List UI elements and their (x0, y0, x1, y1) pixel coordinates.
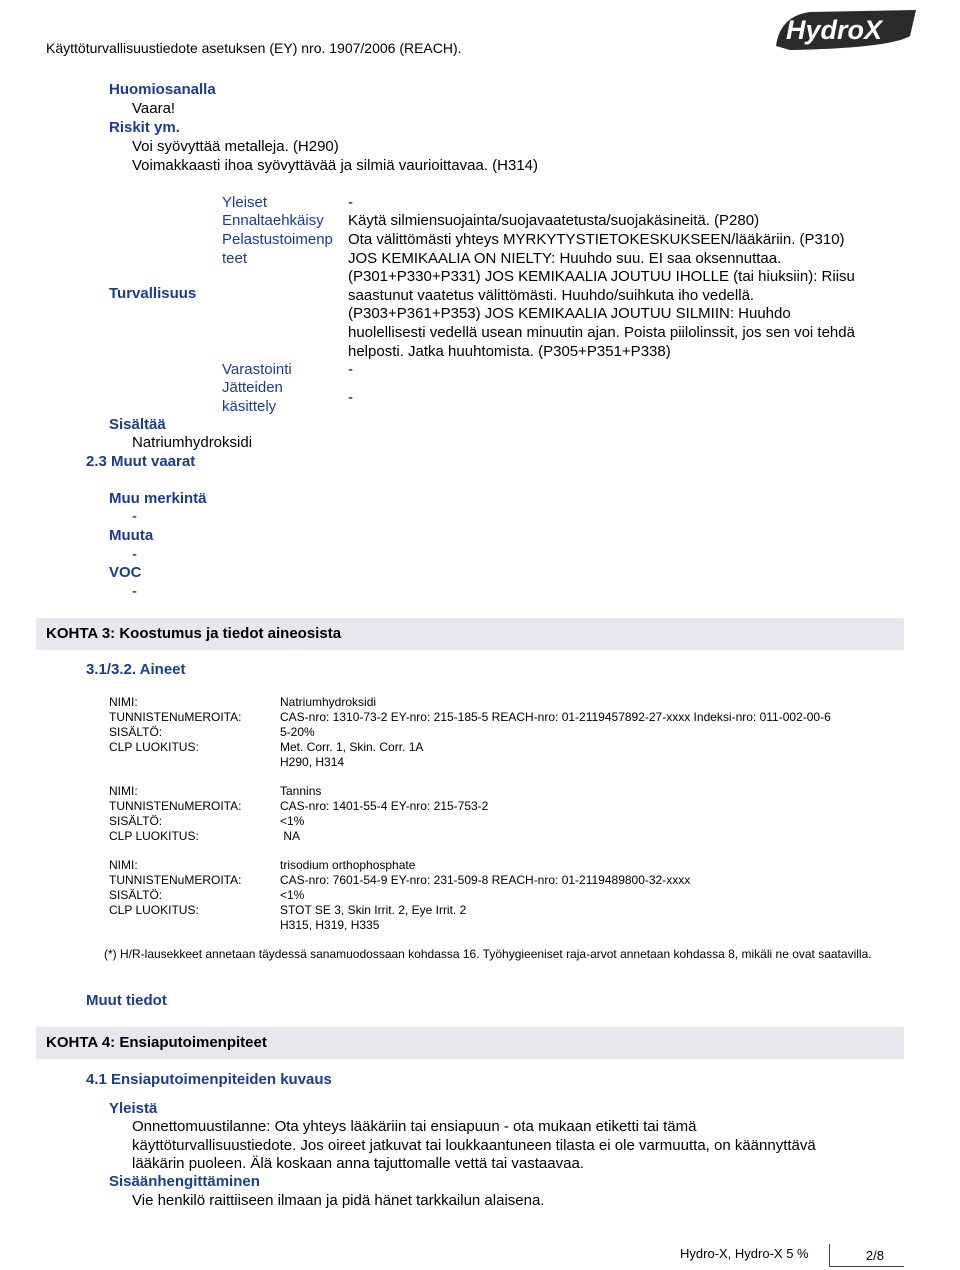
logo-text: HydroX (786, 15, 883, 45)
substance-clp: STOT SE 3, Skin Irrit. 2, Eye Irrit. 2 (280, 903, 467, 917)
response-line: (P303+P361+P353) JOS KEMIKAALIA JOUTUU SILMIIN: Huuhdo (348, 305, 791, 322)
id-label: TUNNISTENuMEROITA: (109, 799, 242, 813)
name-label: NIMI: (109, 858, 138, 872)
misc-heading: Muuta (109, 527, 154, 544)
section-4-title: KOHTA 4: Ensiaputoimenpiteet (46, 1034, 267, 1051)
disposal-label: käsittely (222, 398, 277, 415)
general-label: Yleiset (222, 194, 268, 211)
other-marking-heading: Muu merkintä (109, 490, 207, 507)
other-marking-value: - (132, 508, 137, 525)
footer-product: Hydro-X, Hydro-X 5 % (680, 1246, 809, 1261)
storage-value: - (348, 361, 353, 378)
section-4-subheading: 4.1 Ensiaputoimenpiteiden kuvaus (86, 1071, 332, 1088)
substance-content: <1% (280, 814, 305, 828)
substance-name: Natriumhydroksidi (280, 695, 377, 709)
substance-id: CAS-nro: 1401-55-4 EY-nro: 215-753-2 (280, 799, 489, 813)
section-3-subheading: 3.1/3.2. Aineet (86, 661, 186, 678)
substance-name: trisodium orthophosphate (280, 858, 416, 872)
response-line: saastunut vaatetus välittömästi. Huuhdo/suihkuta iho vedellä. (348, 287, 755, 304)
section-3-title: KOHTA 3: Koostumus ja tiedot aineosista (46, 625, 342, 642)
footnote: (*) H/R-lausekkeet annetaan täydessä sanamuodossaan kohdassa 16. Työhygieeniset raja-arvot annetaan kohdassa 8, mikäli ne ovat saatavilla. (104, 947, 872, 961)
disposal-label: Jätteiden (222, 379, 283, 396)
signal-word: Vaara! (132, 100, 176, 117)
substance-name: Tannins (280, 784, 322, 798)
risks-heading: Riskit ym. (109, 119, 180, 136)
storage-label: Varastointi (222, 361, 292, 378)
document-title: Käyttöturvallisuustiedote asetuksen (EY) nro. 1907/2006 (REACH). (46, 40, 462, 56)
response-label: teet (222, 250, 248, 267)
other-info-heading: Muut tiedot (86, 992, 167, 1009)
substance-id: CAS-nro: 1310-73-2 EY-nro: 215-185-5 REACH-nro: 01-2119457892-27-xxxx Indeksi-nro: 011-002-00-6 (280, 710, 831, 724)
name-label: NIMI: (109, 784, 138, 798)
substance-clp: Met. Corr. 1, Skin. Corr. 1A (280, 740, 424, 754)
risk-line: Voi syövyttää metalleja. (H290) (132, 138, 339, 155)
response-line: helposti. Jatka huuhtomista. (P305+P351+P338) (348, 343, 671, 360)
substance-content: <1% (280, 888, 305, 902)
substance-content: 5-20% (280, 725, 315, 739)
risk-line: Voimakkaasti ihoa syövyttävää ja silmiä vaurioittavaa. (H314) (132, 157, 539, 174)
contains-heading: Sisältää (109, 416, 166, 433)
general-value: - (348, 194, 353, 211)
general-first-aid-line: Onnettomuustilanne: Ota yhteys lääkäriin tai ensiapuun - ota mukaan etiketti tai tämä (132, 1118, 697, 1135)
inhalation-value: Vie henkilö raittiiseen ilmaan ja pidä hänet tarkkailun alaisena. (132, 1192, 545, 1209)
prevention-value: Käytä silmiensuojainta/suojavaatetusta/suojakäsineitä. (P280) (348, 212, 760, 229)
safety-heading: Turvallisuus (109, 285, 197, 302)
page-number: 2/8 (865, 1248, 884, 1263)
response-label: Pelastustoimenp (222, 231, 333, 248)
section-3-header (36, 618, 904, 650)
response-line: Ota välittömästi yhteys MYRKYTYSTIETOKESKUKSEEN/lääkäriin. (P310) (348, 231, 845, 248)
misc-value: - (132, 546, 137, 563)
response-line: (P301+P330+P331) JOS KEMIKAALIA JOUTUU IHOLLE (tai hiuksiin): Riisu (348, 268, 855, 285)
general-first-aid-line: käyttöturvallisuustiedote. Jos oireet jatkuvat tai loukkaantuneen tilasta ei ole varmuutta, on käännyttävä (132, 1137, 816, 1154)
substance-clp: H315, H319, H335 (280, 918, 380, 932)
disposal-value: - (348, 389, 353, 406)
contains-value: Natriumhydroksidi (132, 434, 253, 451)
general-first-aid-line: lääkärin puoleen. Älä koskaan anna tajuttomalle vettä tai vastaavaa. (132, 1155, 584, 1172)
general-first-aid-heading: Yleistä (109, 1100, 158, 1117)
inhalation-heading: Sisäänhengittäminen (109, 1173, 260, 1190)
voc-heading: VOC (109, 564, 142, 581)
hydrox-logo (770, 6, 920, 52)
id-label: TUNNISTENuMEROITA: (109, 873, 242, 887)
prevention-label: Ennaltaehkäisy (222, 212, 324, 229)
id-label: TUNNISTENuMEROITA: (109, 710, 242, 724)
page-number-box (829, 1244, 904, 1267)
substance-clp: NA (280, 829, 301, 843)
content-label: SISÄLTÖ: (109, 888, 163, 902)
response-line: huolellisesti vedellä usean minuutin ajan. Poista piilolinssit, jos sen voi tehdä (348, 324, 855, 341)
other-hazards-heading: 2.3 Muut vaarat (86, 453, 196, 470)
clp-label: CLP LUOKITUS: (109, 740, 199, 754)
content-label: SISÄLTÖ: (109, 725, 163, 739)
clp-label: CLP LUOKITUS: (109, 903, 199, 917)
substance-id: CAS-nro: 7601-54-9 EY-nro: 231-509-8 REACH-nro: 01-2119489800-32-xxxx (280, 873, 691, 887)
voc-value: - (132, 583, 137, 600)
name-label: NIMI: (109, 695, 138, 709)
content-label: SISÄLTÖ: (109, 814, 163, 828)
substance-clp: H290, H314 (280, 755, 345, 769)
signal-word-heading: Huomiosanalla (109, 81, 216, 98)
response-line: JOS KEMIKAALIA ON NIELTY: Huuhdo suu. EI saa oksennuttaa. (348, 250, 782, 267)
section-4-header (36, 1027, 904, 1059)
clp-label: CLP LUOKITUS: (109, 829, 199, 843)
